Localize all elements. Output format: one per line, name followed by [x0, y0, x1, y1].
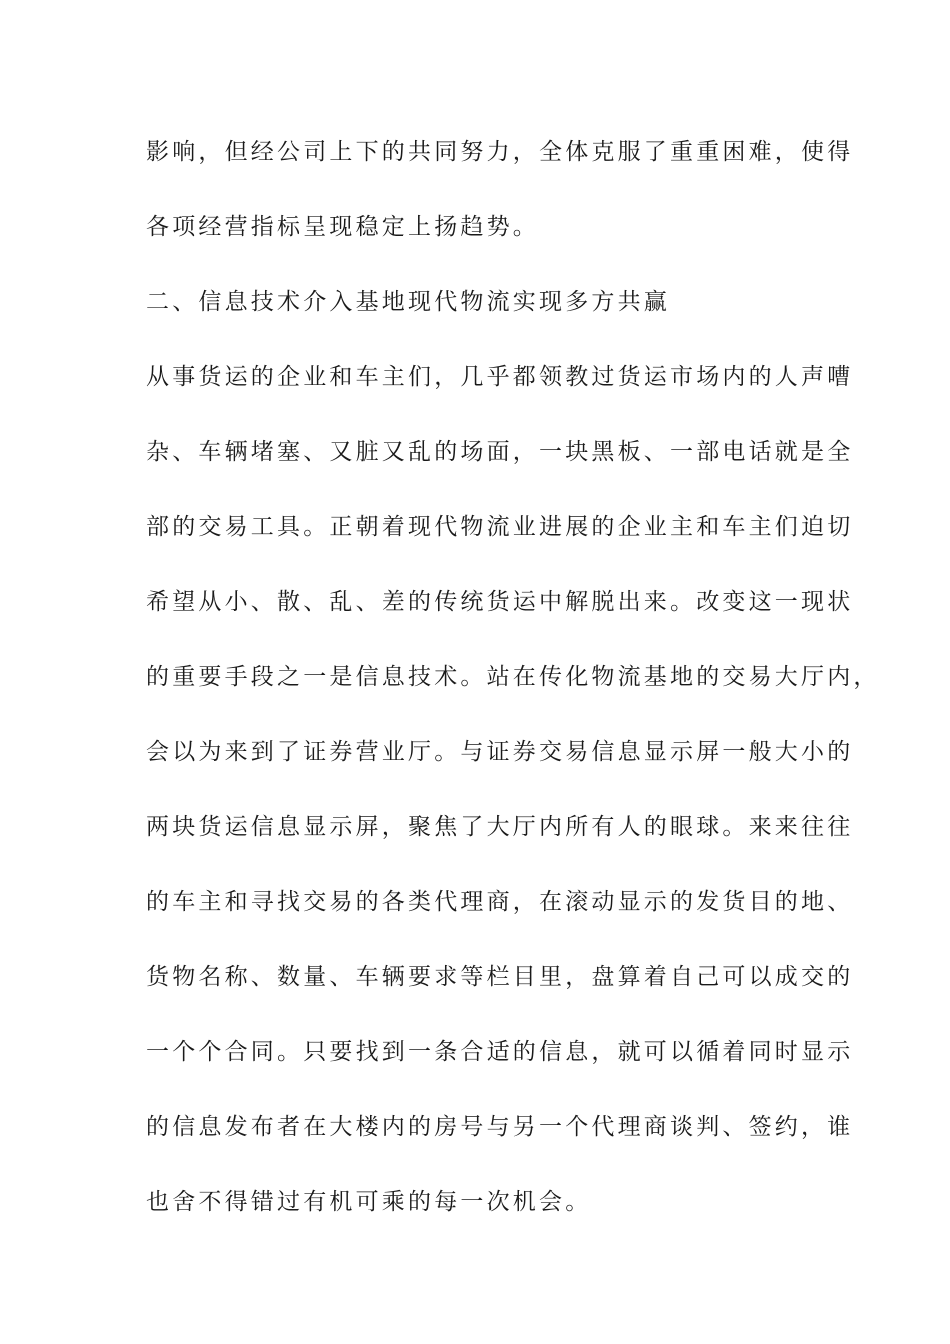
text-line: 影响，但经公司上下的共同努力，全体克服了重重困难，使得: [146, 139, 854, 165]
text-line: 希望从小、散、乱、差的传统货运中解脱出来。改变这一现状: [146, 589, 854, 615]
text-line: 的重要手段之一是信息技术。站在传化物流基地的交易大厅内，: [146, 664, 880, 690]
text-line: 杂、车辆堵塞、又脏又乱的场面，一块黑板、一部电话就是全: [146, 439, 854, 465]
text-line: 一个个合同。只要找到一条合适的信息，就可以循着同时显示: [146, 1039, 854, 1065]
text-line: 也舍不得错过有机可乘的每一次机会。: [146, 1189, 592, 1215]
text-line: 会以为来到了证券营业厅。与证券交易信息显示屏一般大小的: [146, 739, 854, 765]
text-line: 的信息发布者在大楼内的房号与另一个代理商谈判、签约，谁: [146, 1114, 854, 1140]
section-heading: 二、信息技术介入基地现代物流实现多方共赢: [146, 289, 670, 315]
text-line: 货物名称、数量、车辆要求等栏目里，盘算着自己可以成交的: [146, 964, 854, 990]
text-line: 的车主和寻找交易的各类代理商，在滚动显示的发货目的地、: [146, 889, 854, 915]
text-line: 从事货运的企业和车主们，几乎都领教过货运市场内的人声嘈: [146, 364, 854, 390]
text-line: 两块货运信息显示屏，聚焦了大厅内所有人的眼球。来来往往: [146, 814, 854, 840]
text-line: 各项经营指标呈现稳定上扬趋势。: [146, 214, 539, 240]
text-line: 部的交易工具。正朝着现代物流业进展的企业主和车主们迫切: [146, 514, 854, 540]
